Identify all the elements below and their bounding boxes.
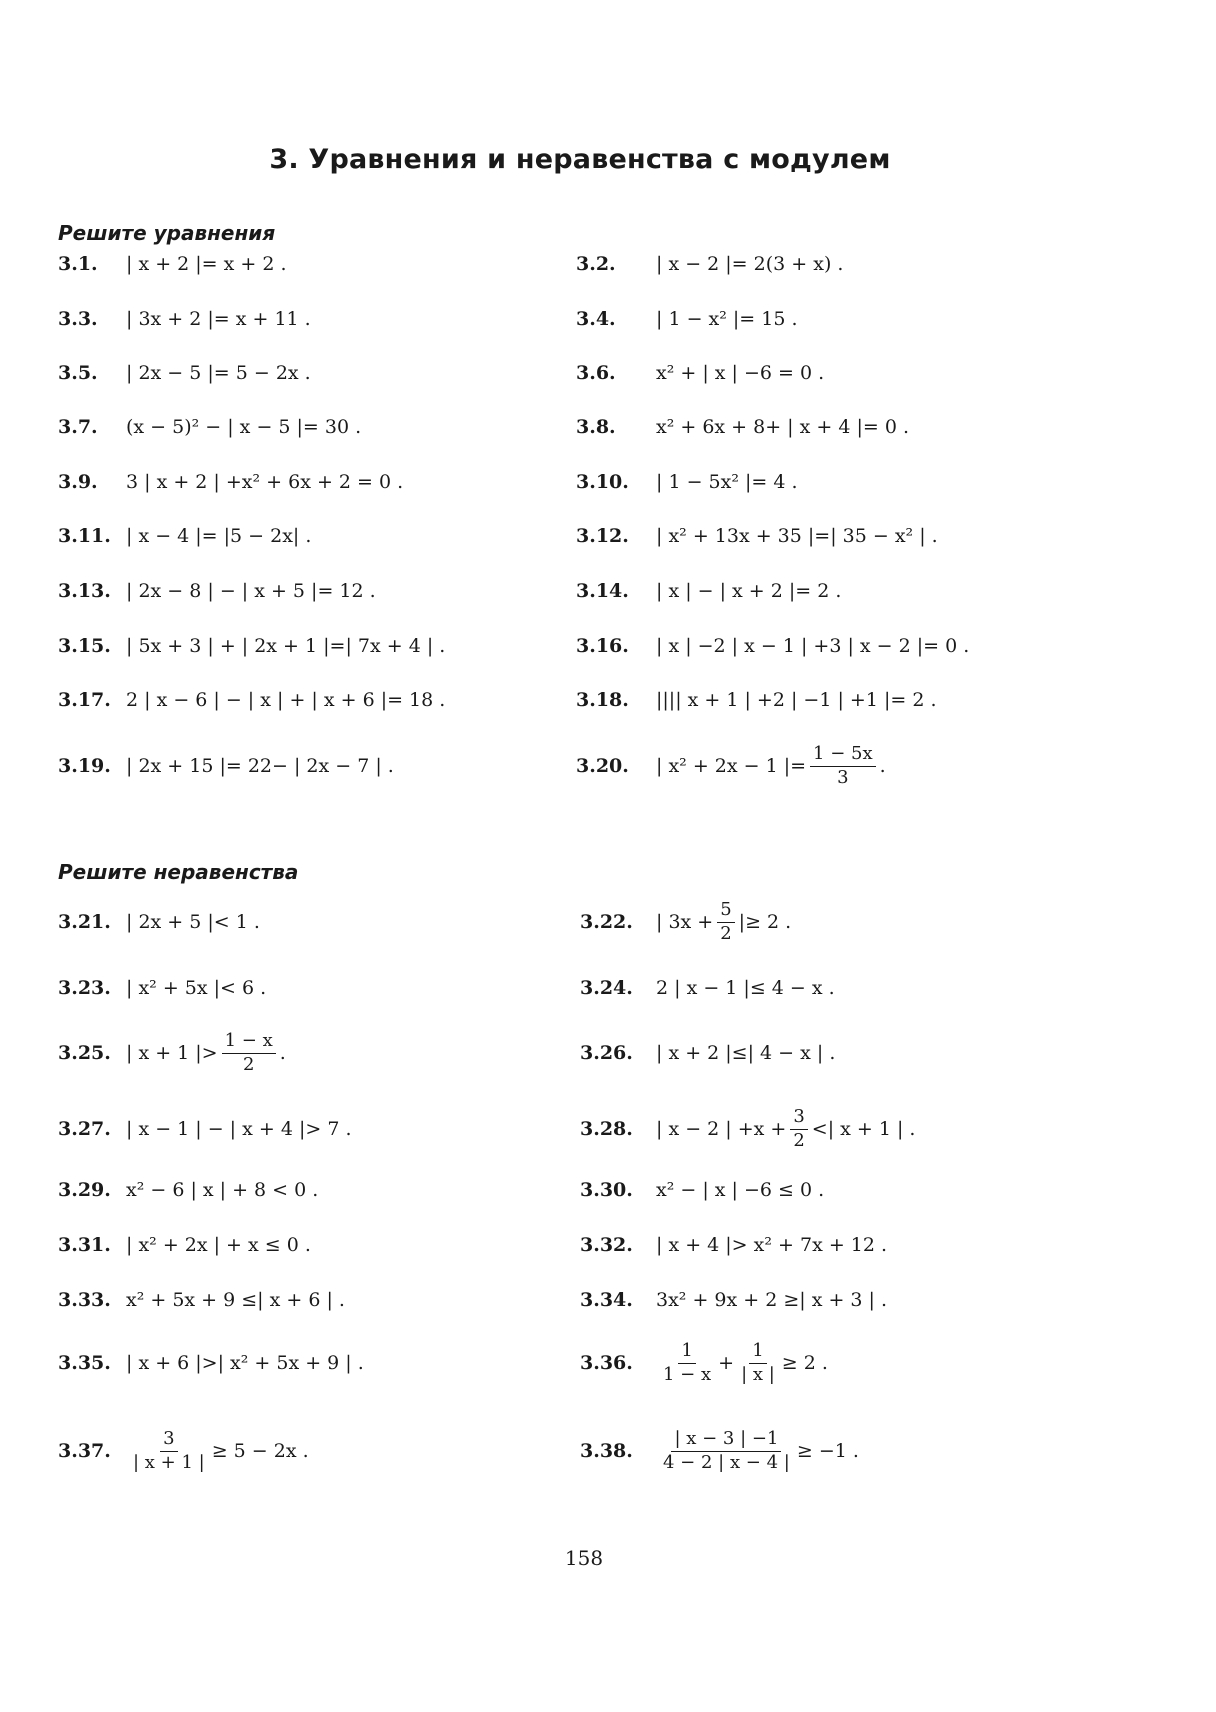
problem-number: 3.1. <box>58 253 98 275</box>
expression-operator: + <box>718 1352 735 1374</box>
fraction-denominator: | x + 1 | <box>133 1451 205 1473</box>
problem-expression <box>656 744 886 788</box>
problem-number: 3.9. <box>58 471 98 493</box>
problem-expression <box>126 416 361 438</box>
problem-number: 3.28. <box>580 1118 633 1140</box>
fraction-numerator: 1 − x <box>222 1031 276 1054</box>
problem-expression <box>126 1352 364 1374</box>
problem-item <box>580 1170 824 1210</box>
problem-number: 3.37. <box>58 1440 111 1462</box>
problem-item <box>58 299 311 339</box>
expression-text: | x² + 2x | + x ≤ 0 . <box>126 1234 311 1256</box>
fraction <box>810 744 876 788</box>
expression-text: |||| x + 1 | +2 | −1 | +1 |= 2 . <box>656 689 937 711</box>
expression-text: | 5x + 3 | + | 2x + 1 |=| 7x + 4 | . <box>126 635 446 657</box>
expression-text: | x + 2 |≤| 4 − x | . <box>656 1042 836 1064</box>
problem-number: 3.33. <box>58 1289 111 1311</box>
problem-number: 3.27. <box>58 1118 111 1140</box>
expression-text: | x − 2 |= 2(3 + x) . <box>656 253 844 275</box>
problem-expression <box>656 1107 915 1151</box>
problem-expression <box>656 1179 824 1201</box>
fraction <box>717 900 734 944</box>
fraction-denominator: 2 <box>793 1129 805 1151</box>
problem-number: 3.7. <box>58 416 98 438</box>
problem-number: 3.13. <box>58 580 111 602</box>
section-heading-inequalities: Решите неравенства <box>58 860 299 884</box>
problem-expression <box>656 580 841 602</box>
fraction-numerator: 3 <box>160 1429 177 1452</box>
problem-item <box>576 407 909 447</box>
problem-number: 3.17. <box>58 689 111 711</box>
problem-item <box>576 462 798 502</box>
problem-expression <box>656 977 835 999</box>
problem-expression <box>656 471 798 493</box>
problem-expression <box>126 471 403 493</box>
expression-text: x² + 5x + 9 ≤| x + 6 | . <box>126 1289 345 1311</box>
expression-text: x² − | x | −6 ≤ 0 . <box>656 1179 825 1201</box>
problem-expression <box>656 1042 835 1064</box>
problem-number: 3.15. <box>58 635 111 657</box>
problem-number: 3.16. <box>576 635 629 657</box>
expression-text: x² − 6 | x | + 8 < 0 . <box>126 1179 319 1201</box>
problem-expression <box>126 1118 352 1140</box>
problem-item <box>580 1033 835 1073</box>
problem-item <box>58 1225 311 1265</box>
expression-text: x² + 6x + 8+ | x + 4 |= 0 . <box>656 416 909 438</box>
problem-expression <box>126 1234 311 1256</box>
problem-number: 3.25. <box>58 1042 111 1064</box>
problem-expression <box>656 1289 887 1311</box>
expression-text: | x + 6 |>| x² + 5x + 9 | . <box>126 1352 364 1374</box>
problem-expression <box>656 1341 828 1385</box>
problem-item <box>58 1343 364 1383</box>
expression-text: | 2x + 5 |< 1 . <box>126 911 260 933</box>
expression-text: | 3x + 2 |= x + 11 . <box>126 308 311 330</box>
page-number: 158 <box>564 1546 604 1570</box>
problem-item <box>58 968 266 1008</box>
expression-text: (x − 5)² − | x − 5 |= 30 . <box>126 416 362 438</box>
problem-number: 3.26. <box>580 1042 633 1064</box>
problem-number: 3.11. <box>58 525 111 547</box>
fraction-numerator: 1 <box>678 1341 695 1364</box>
problem-number: 3.34. <box>580 1289 633 1311</box>
expression-tail: ≥ 5 − 2x . <box>211 1440 309 1462</box>
expression-text: | 2x + 15 |= 22− | 2x − 7 | . <box>126 755 394 777</box>
expression-text: | x² + 2x − 1 |= <box>656 755 807 777</box>
problem-item <box>58 407 361 447</box>
problem-item <box>576 571 841 611</box>
expression-text: 2 | x − 6 | − | x | + | x + 6 |= 18 . <box>126 689 446 711</box>
problem-number: 3.31. <box>58 1234 111 1256</box>
problem-expression <box>656 635 969 657</box>
problem-number: 3.10. <box>576 471 629 493</box>
expression-text: | x + 4 |> x² + 7x + 12 . <box>656 1234 888 1256</box>
problem-expression <box>656 1234 887 1256</box>
problem-number: 3.20. <box>576 755 629 777</box>
problem-item <box>576 626 969 666</box>
problem-expression <box>126 525 311 547</box>
problem-expression <box>126 1031 286 1075</box>
fraction <box>222 1031 276 1075</box>
expression-tail: ≥ 2 . <box>781 1352 828 1374</box>
expression-text: | x | − | x + 2 |= 2 . <box>656 580 842 602</box>
fraction-numerator: 5 <box>717 900 734 923</box>
fraction-numerator: | x − 3 | −1 <box>671 1429 781 1452</box>
expression-text: 3 | x + 2 | +x² + 6x + 2 = 0 . <box>126 471 404 493</box>
problem-item <box>58 353 311 393</box>
problem-expression <box>656 525 938 547</box>
problem-expression <box>126 635 445 657</box>
fraction-numerator: 1 <box>749 1341 766 1364</box>
problem-number: 3.29. <box>58 1179 111 1201</box>
fraction-denominator: 2 <box>720 922 732 944</box>
expression-text: | x | −2 | x − 1 | +3 | x − 2 |= 0 . <box>656 635 970 657</box>
problem-number: 3.36. <box>580 1352 633 1374</box>
expression-text: | x + 1 |> <box>126 1042 218 1064</box>
page-title: 3. Уравнения и неравенства с модулем <box>269 144 891 175</box>
problem-number: 3.4. <box>576 308 616 330</box>
problem-item <box>58 902 260 942</box>
problem-expression <box>126 755 394 777</box>
fraction <box>660 1429 793 1473</box>
problem-number: 3.6. <box>576 362 616 384</box>
problem-item <box>580 1427 859 1473</box>
problem-expression <box>126 911 260 933</box>
expression-text: | 1 − 5x² |= 4 . <box>656 471 798 493</box>
problem-expression <box>656 308 798 330</box>
expression-text: | 1 − x² |= 15 . <box>656 308 798 330</box>
fraction-denominator: 2 <box>242 1053 255 1075</box>
problem-item <box>576 353 824 393</box>
problem-item <box>580 1339 828 1385</box>
problem-number: 3.23. <box>58 977 111 999</box>
fraction-denominator: | x | <box>741 1363 775 1385</box>
problem-item <box>58 462 403 502</box>
problem-item <box>576 299 798 339</box>
problem-item <box>58 1170 318 1210</box>
problem-item <box>580 968 835 1008</box>
expression-text: | x − 4 |= |5 − 2x| . <box>126 525 312 547</box>
problem-item <box>58 244 287 284</box>
expression-text: | 2x − 5 |= 5 − 2x . <box>126 362 311 384</box>
fraction-numerator: 3 <box>790 1107 807 1130</box>
problem-expression <box>656 362 824 384</box>
problem-item <box>576 680 936 720</box>
problem-number: 3.18. <box>576 689 629 711</box>
expression-text: | x + 2 |= x + 2 . <box>126 253 287 275</box>
expression-text: | 3x + <box>656 911 714 933</box>
problem-item <box>58 1029 286 1075</box>
problem-item <box>576 516 938 556</box>
problem-expression <box>656 900 791 944</box>
problem-expression <box>126 1179 318 1201</box>
problem-number: 3.32. <box>580 1234 633 1256</box>
expression-text: | x − 2 | +x + <box>656 1118 787 1140</box>
problem-item <box>576 244 843 284</box>
fraction <box>660 1341 714 1385</box>
expression-text: | x² + 5x |< 6 . <box>126 977 267 999</box>
problem-number: 3.19. <box>58 755 111 777</box>
fraction <box>790 1107 807 1151</box>
problem-number: 3.5. <box>58 362 98 384</box>
problem-number: 3.22. <box>580 911 633 933</box>
fraction-numerator: 1 − 5x <box>810 744 876 767</box>
problem-number: 3.38. <box>580 1440 633 1462</box>
problem-expression <box>126 1289 345 1311</box>
problem-item <box>580 898 792 944</box>
problem-expression <box>126 689 445 711</box>
expression-tail: <| x + 1 | . <box>811 1118 916 1140</box>
problem-item <box>58 516 311 556</box>
problem-expression <box>126 977 266 999</box>
problem-item <box>58 571 376 611</box>
problem-expression <box>126 308 311 330</box>
problem-number: 3.35. <box>58 1352 111 1374</box>
expression-text: 3x² + 9x + 2 ≥| x + 3 | . <box>656 1289 888 1311</box>
problem-expression <box>126 253 287 275</box>
problem-item <box>58 1280 345 1320</box>
problem-item <box>58 746 394 786</box>
problem-number: 3.2. <box>576 253 616 275</box>
expression-tail: ≥ −1 . <box>796 1440 859 1462</box>
expression-text: | x² + 13x + 35 |=| 35 − x² | . <box>656 525 938 547</box>
expression-tail: . <box>879 755 886 777</box>
problem-expression <box>656 1429 859 1473</box>
problem-number: 3.30. <box>580 1179 633 1201</box>
problem-item <box>576 742 886 788</box>
fraction-denominator: 1 − x <box>663 1363 712 1385</box>
expression-tail: . <box>279 1042 286 1064</box>
problem-item <box>580 1105 916 1151</box>
expression-text: | 2x − 8 | − | x + 5 |= 12 . <box>126 580 376 602</box>
fraction-denominator: 4 − 2 | x − 4 | <box>663 1451 790 1473</box>
problem-item <box>58 680 445 720</box>
problem-item <box>58 626 445 666</box>
expression-tail: |≥ 2 . <box>738 911 792 933</box>
section-heading-equations: Решите уравнения <box>58 221 276 245</box>
problem-number: 3.12. <box>576 525 629 547</box>
problem-number: 3.8. <box>576 416 616 438</box>
fraction-denominator: 3 <box>837 766 849 788</box>
problem-number: 3.14. <box>576 580 629 602</box>
expression-text: | x − 1 | − | x + 4 |> 7 . <box>126 1118 352 1140</box>
problem-expression <box>656 253 843 275</box>
problem-number: 3.24. <box>580 977 633 999</box>
problem-item <box>580 1280 887 1320</box>
problem-number: 3.3. <box>58 308 98 330</box>
problem-expression <box>126 1429 309 1473</box>
problem-number: 3.21. <box>58 911 111 933</box>
problem-item <box>58 1109 352 1149</box>
expression-text: 2 | x − 1 |≤ 4 − x . <box>656 977 835 999</box>
fraction <box>130 1429 208 1473</box>
problem-expression <box>126 580 376 602</box>
problem-expression <box>656 416 909 438</box>
expression-text: x² + | x | −6 = 0 . <box>656 362 825 384</box>
problem-item <box>58 1427 309 1473</box>
problem-item <box>580 1225 887 1265</box>
problem-expression <box>656 689 936 711</box>
fraction <box>738 1341 778 1385</box>
problem-expression <box>126 362 311 384</box>
